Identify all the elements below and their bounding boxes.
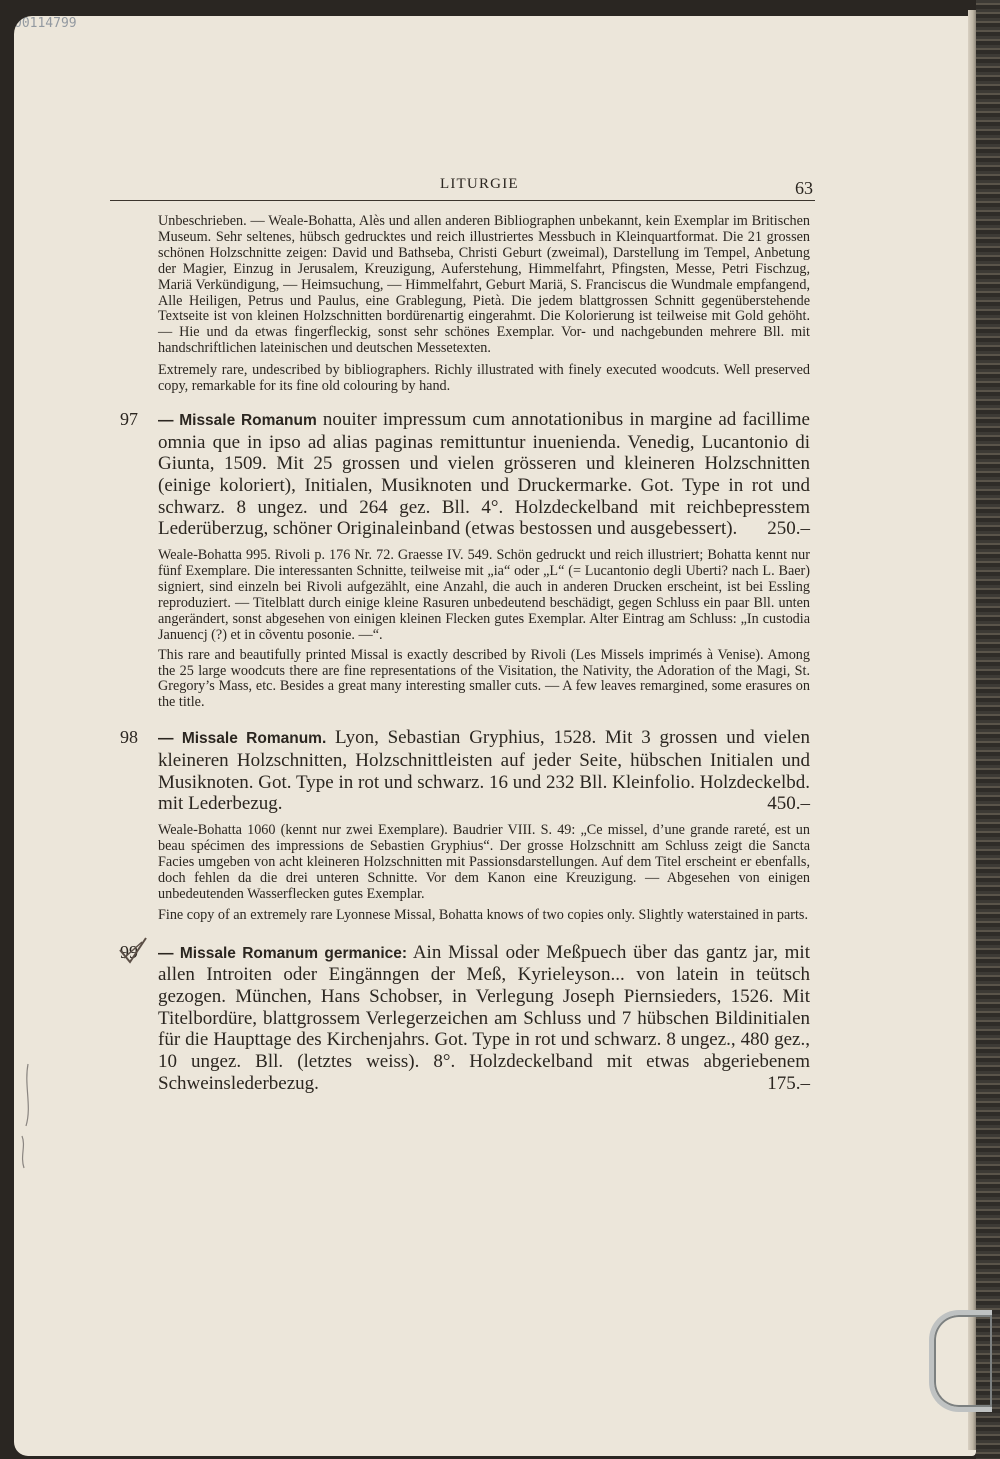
entry-note-en: This rare and beautifully printed Missal is exactly described by Rivoli (Les Missels imprimés à Venise). Among the 25 large woodcuts there are fine representations of the Visitation, the Nativity, the Adoration of the Magi, St. Gregory’s Mass, etc. Besides a great many interesting smaller cuts. — A few leaves remargined, some erasures on the title. xyxy=(158,646,810,711)
entry-main-text xyxy=(158,409,810,540)
entry-title: — Missale Romanum xyxy=(158,411,317,429)
entry-note-en: Fine copy of an extremely rare Lyonnese Missal, Bohatta knows of two copies only. Slightly waterstained in parts. xyxy=(158,906,808,923)
page-header xyxy=(110,172,815,201)
entry-number: 97 xyxy=(120,408,138,429)
catalog-entry-98 xyxy=(110,727,810,923)
entry-body: nouiter impressum cum annotationibus in margine ad facillime omnia que in ipso ad alias paginas remittuntur inuenienda. Venedig, Lucantonio di Giunta, 1509. Mit 25 grossen und vielen grösseren und kleineren Holzschnitten (einige koloriert), Initialen, Musiknoten und Druckermarke. Got. Type in rot und schwarz. 8 ungez. und 264 gez. Bll. 4°. Holzdeckelband mit reichbepresstem Lederüberzug, schöner Originaleinband (etwas bestossen und ausgebessert). xyxy=(158,408,810,540)
entry-main-text xyxy=(158,942,810,1095)
continuation-description-de: Unbeschrieben. — Weale-Bohatta, Alès und allen anderen Bibliographen unbekannt, kein Exemplar im Britischen Museum. Sehr seltenes, hübsch gedrucktes und reich illustriertes Messbuch in Kleinquartformat. Die 21 grossen schönen Holzschnitte zeigen: David und Bathseba, Christi Geburt (zweimal), Darstellung im Tempel, Anbetung der Magier, Einzug in Jerusalem, Kreuzigung, Auferstehung, Himmelfahrt, Pfingsten, Messe, Petri Fischzug, Mariä Verkündigung, — Heimsuchung, — Himmelfahrt, Geburt Mariä, S. Franciscus die Wundmale empfangend, Alle Heiligen, Petrus und Paulus, eine Grablegung, Pietà. Die jedem blattgrossen Schnitt gegenüberstehende Textseite ist von kleinen Holzschnitten bordürenartig eingerahmt. Die Kolorierung ist teilweise mit Gold gehöht. — Hie und da etwas fingerfleckig, sonst sehr schönes Exemplar. Vor- und nachgebunden mehrere Bll. mit handschriftlichen lateinischen und deutschen Messetexten. xyxy=(158,213,810,357)
entry-note-de: Weale-Bohatta 1060 (kennt nur zwei Exemplare). Baudrier VIII. S. 49: „Ce missel, d’une grande rareté, est un beau spécimen des impressions de Sebastien Gryphius“. Der grosse Holzschnitt am Schluss zeigt die Sancta Facies umgeben von acht kleineren Holzschnitten mit Passionsdarstellungen. Auf dem Titel erscheint er ebenfalls, doch fehlen da die drei unteren Schnitte. Vor dem Kanon eine Kreuzigung. — Abgesehen von einigen unbedeutenden Wasserflecken gutes Exemplar. xyxy=(158,822,810,902)
entry-title: — Missale Romanum. xyxy=(158,730,327,748)
entry-price: 175.– xyxy=(767,1072,810,1094)
archive-number: 00114799 xyxy=(14,16,77,31)
entry-title: — Missale Romanum germanice: xyxy=(158,944,408,962)
continuation-description-en: Extremely rare, undescribed by bibliographers. Richly illustrated with finely executed woodcuts. Well preserved copy, remarkable for its fine old colouring by hand. xyxy=(158,362,810,395)
metal-clip xyxy=(929,1310,992,1412)
page-fore-edge xyxy=(968,10,976,1450)
handwritten-check-mark-icon xyxy=(116,936,150,966)
catalog-text xyxy=(110,214,810,1094)
entry-price: 450.– xyxy=(767,793,810,815)
entry-note-de: Weale-Bohatta 995. Rivoli p. 176 Nr. 72. Graesse IV. 549. Schön gedruckt und reich illustriert; Bohatta kennt nur fünf Exemplare. Die interessanten Schnitte, teilweise mit „ia“ oder „L“ (= Lucantonio degli Uberti? nach L. Baer) signiert, sind einzeln bei Rivoli aufgezählt, eine Anzahl, die auch in anderen Drucken erscheint, ist bei Essling reproduziert. — Titelblatt durch einige kleine Rasuren unbedeutend beschädigt, gegen Schluss ein paar Bll. unten angerändert, sonst abgesehen von einigen kleinen Flecken gutes Exemplar. Alter Eintrag am Schluss: „In custodia Januencj (?) et in cõventu posonie. —“. xyxy=(158,547,810,643)
book-binding-edge xyxy=(976,0,1000,1459)
catalog-entry-97 xyxy=(110,409,810,711)
page-number: 63 xyxy=(795,178,813,198)
running-head: LITURGIE xyxy=(440,176,519,192)
entry-body: Ain Missal oder Meßpuech über das gantz jar, mit allen Introiten oder Eingänngen der Meß, Kyrieleyson... von latein in teütsch gezogen. München, Hans Schobser, in Verlegung Joseph Piernsieders, 1526. Mit Titelbordüre, blattgrossem Verlegerzeichen am Schluss und 7 hübschen Bildinitialen für die Haupttage des Kirchenjahrs. Got. Type in rot und schwarz. 8 ungez., 480 gez., 10 ungez. Bll. (letztes weiss). 8°. Holzdeckelband mit etwas abgeriebenem Schweinslederbezug. xyxy=(158,941,810,1094)
catalog-entry-99 xyxy=(110,942,810,1095)
entry-number: 98 xyxy=(120,727,138,748)
entry-price: 250.– xyxy=(767,518,810,540)
entry-body: Lyon, Sebastian Gryphius, 1528. Mit 3 grossen und vielen kleineren Holzschnitten, Holzschnittleisten auf jeder Seite, hübschen Initialen und Musiknoten. Got. Type in rot und schwarz. 16 und 232 Bll. Kleinfolio. Holzdeckelbd. mit Lederbezug. xyxy=(158,727,810,815)
entry-number: 99 xyxy=(120,941,138,962)
pencil-annotation-mark xyxy=(14,1056,42,1186)
entry-main-text xyxy=(158,727,810,815)
book-page xyxy=(14,16,976,1456)
